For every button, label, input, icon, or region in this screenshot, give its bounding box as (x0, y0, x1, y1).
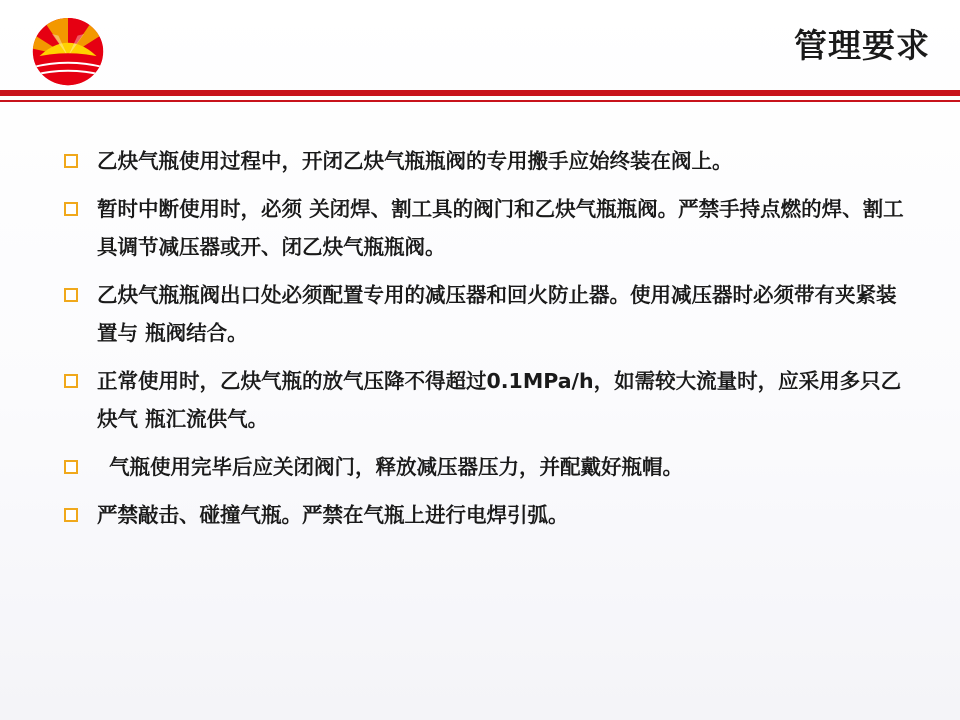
square-bullet-icon (64, 202, 78, 216)
square-bullet-icon (64, 508, 78, 522)
square-bullet-icon (64, 288, 78, 302)
page-title: 管理要求 (794, 26, 930, 65)
petrochina-logo-icon (28, 10, 108, 90)
list-item-text: 乙炔气瓶使用过程中，开闭乙炔气瓶瓶阀的专用搬手应始终装在阀上。 (97, 149, 733, 173)
list-item (64, 496, 904, 534)
list-item (64, 276, 904, 352)
square-bullet-icon (64, 374, 78, 388)
list-item (64, 448, 904, 486)
square-bullet-icon (64, 154, 78, 168)
list-item-text: 严禁敲击、碰撞气瓶。严禁在气瓶上进行电焊引弧。 (97, 503, 569, 527)
list-item-text: 乙炔气瓶瓶阀出口处必须配置专用的减压器和回火防止器。使用减压器时必须带有夹紧装置与 瓶阀结合。 (97, 283, 897, 345)
list-item-text: 气瓶使用完毕后应关闭阀门，释放减压器压力，并配戴好瓶帽。 (109, 455, 683, 479)
list-item-text: 正常使用时，乙炔气瓶的放气压降不得超过0.1MPa/h，如需较大流量时，应采用多只乙炔气 瓶汇流供气。 (97, 369, 902, 431)
header-divider-thick (0, 90, 960, 96)
list-item-text: 暂时中断使用时，必须 关闭焊、割工具的阀门和乙炔气瓶瓶阀。严禁手持点燃的焊、割工具调节减压器或开、闭乙炔气瓶瓶阀。 (97, 197, 904, 259)
requirements-list (64, 142, 904, 544)
list-item (64, 190, 904, 266)
header-divider-thin (0, 100, 960, 102)
list-item (64, 142, 904, 180)
list-item (64, 362, 904, 438)
square-bullet-icon (64, 460, 78, 474)
